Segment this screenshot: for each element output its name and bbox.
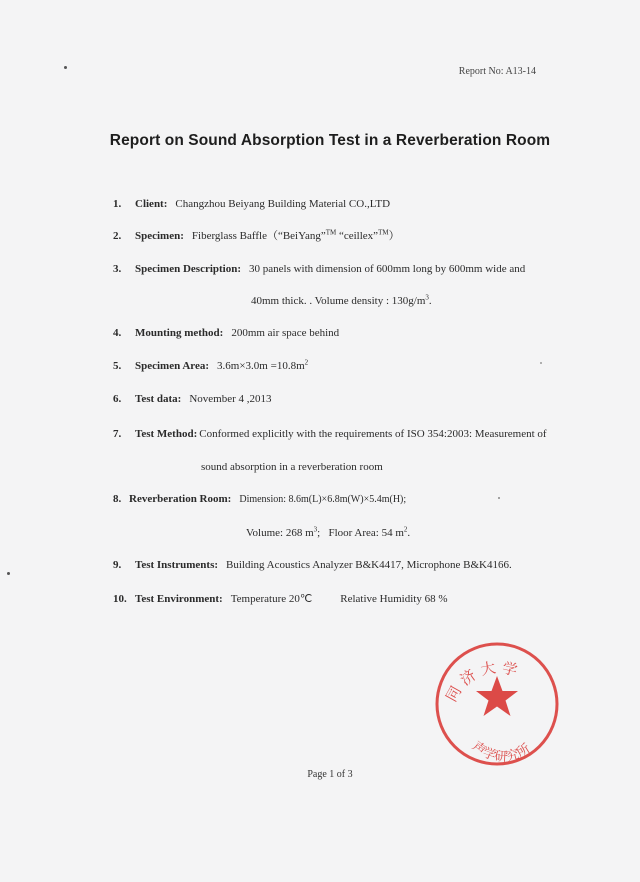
trademark-sup: TM <box>325 228 337 237</box>
item-specimen <box>113 229 400 243</box>
item-value: Fiberglass Baffle（“BeiYang” <box>191 230 326 242</box>
item-label: Client: <box>135 198 168 210</box>
scan-speck <box>7 572 10 575</box>
item-label: Test Instruments: <box>135 559 219 571</box>
item-reverberation-room <box>113 492 406 507</box>
item-number: 9. <box>113 559 122 571</box>
item-label: Specimen: <box>135 230 184 242</box>
item-label: Test Method: <box>135 428 198 440</box>
item-number: 6. <box>113 393 122 405</box>
report-number: Report No: A13-14 <box>458 66 536 77</box>
item-test-instruments <box>113 558 512 572</box>
item-test-date <box>113 392 272 406</box>
item-specimen-description <box>113 262 525 276</box>
item-value: 200mm air space behind <box>231 327 340 339</box>
item-value: 30 panels with dimension of 600mm long by 600mm wide and <box>249 263 526 275</box>
trademark-sup: TM <box>378 228 389 237</box>
item-label: Test data: <box>135 393 182 405</box>
item-number: 5. <box>113 360 122 372</box>
item-continuation: 40mm thick. . Volume density : $130g/m^3$. <box>251 293 432 307</box>
item-test-environment <box>113 592 447 606</box>
item-value: “ceillex” <box>336 230 379 242</box>
item-label: Mounting method: <box>135 327 224 339</box>
item-value: Temperature 20℃ <box>230 593 313 605</box>
item-continuation: sound absorption in a reverberation room <box>201 461 383 473</box>
item-specimen-area: 5. Specimen Area: $3.6m\times 3.0m =10.8m^2$ <box>113 358 309 372</box>
item-label: Specimen Area: <box>135 360 210 372</box>
seal-text-bottom: 声学研究所 <box>469 738 534 766</box>
item-number: 4. <box>113 327 122 339</box>
scan-speck <box>498 497 500 499</box>
item-label: Reverberation Room: <box>129 493 232 505</box>
item-label: Test Environment: <box>135 593 223 605</box>
item-value: Building Acoustics Analyzer B&K4417, Microphone B&K4166. <box>226 559 512 571</box>
item-test-method <box>113 427 547 441</box>
item-client <box>113 197 390 211</box>
scan-speck <box>64 66 67 69</box>
item-number: 7. <box>113 428 122 440</box>
item-value: 3.6m×3.0m =10.8m <box>217 360 305 372</box>
item-value: Conformed explicitly with the requirements of ISO 354:2003: Measurement of <box>199 428 547 440</box>
item-number: 8. <box>113 493 122 505</box>
page-title: Report on Sound Absorption Test in a Reverberation Room <box>109 132 551 149</box>
item-label: Specimen Description: <box>135 263 242 275</box>
seal-graphic <box>433 640 561 768</box>
item-number: 2. <box>113 230 122 242</box>
page-number: Page 1 of 3 <box>307 769 353 780</box>
seal-star <box>476 676 518 716</box>
item-number: 10. <box>113 593 127 605</box>
item-value: Dimension: 8.6m(L)×6.8m(W)×5.4m(H); <box>239 494 407 505</box>
item-value: ） <box>388 230 400 242</box>
scan-speck <box>540 362 542 364</box>
item-mounting-method <box>113 326 339 340</box>
item-number: 1. <box>113 198 122 210</box>
item-value: Relative Humidity 68 % <box>340 593 448 605</box>
item-number: 3. <box>113 263 122 275</box>
item-value: Changzhou Beiyang Building Material CO.,LTD <box>175 198 391 210</box>
institution-seal <box>433 640 561 768</box>
seal-text-top: 同 济 大 学 <box>442 658 520 705</box>
item-continuation: Volume: 268 $m^3$; Floor Area: 54 $m^2$. <box>246 525 411 539</box>
item-value: November 4 ,2013 <box>189 393 272 405</box>
